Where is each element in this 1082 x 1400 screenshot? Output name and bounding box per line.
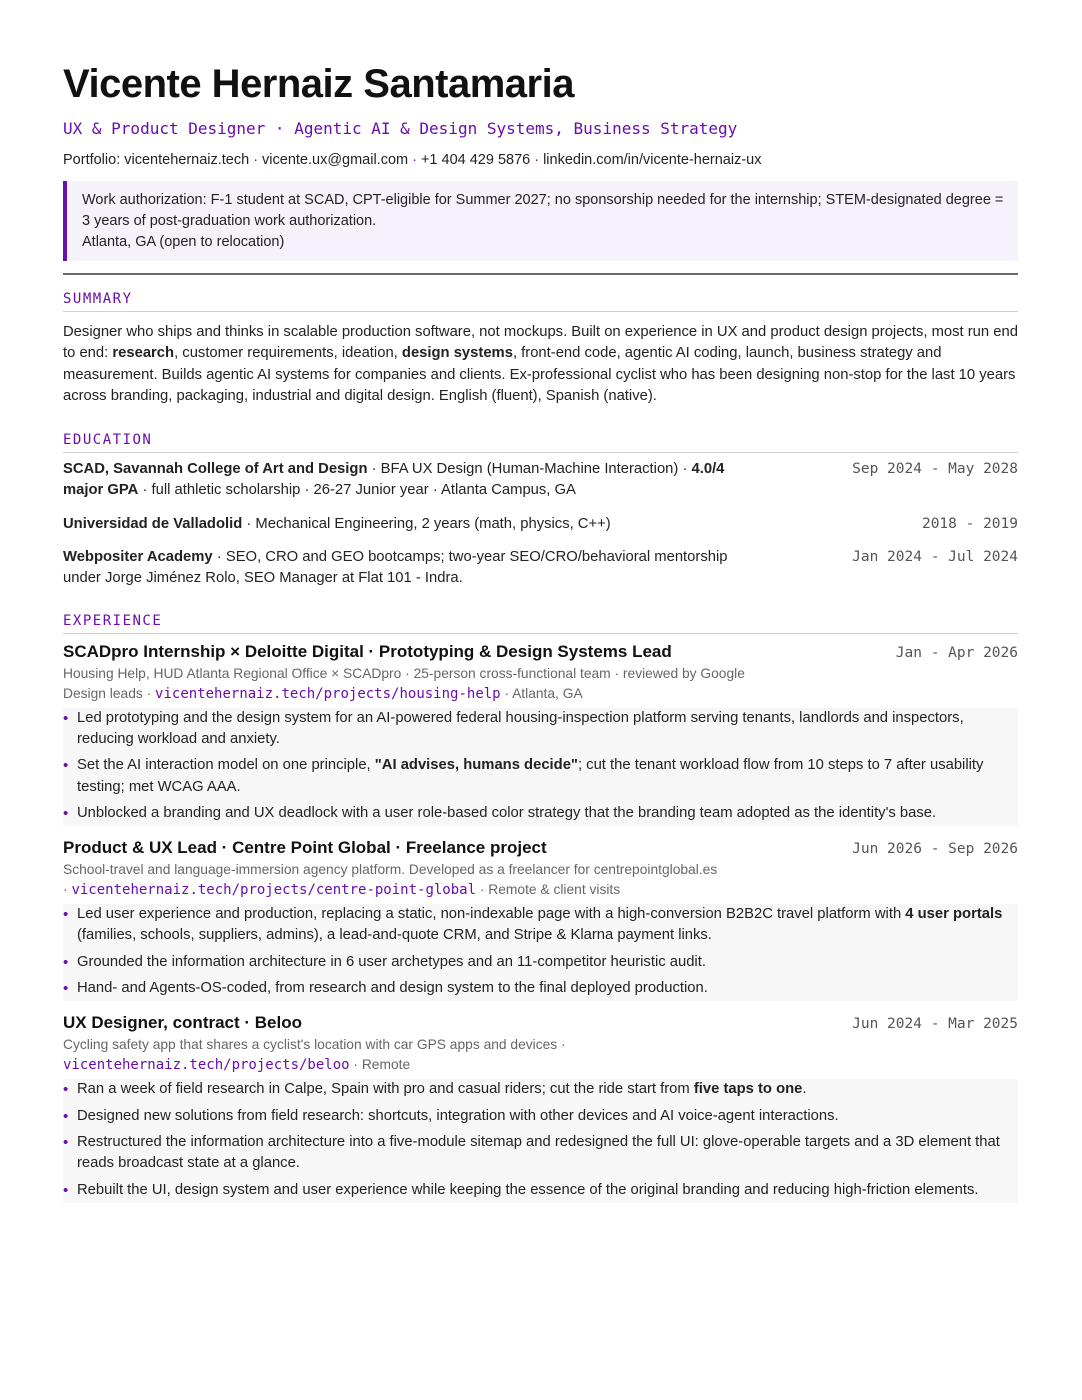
project-link[interactable]: vicentehernaiz.tech/projects/centre-point-global [71, 882, 477, 899]
job-context: Housing Help, HUD Atlanta Regional Office × SCADpro · 25-person cross-functional team · reviewed by Google Design leads · [63, 665, 745, 701]
bullet-emphasis: five taps to one [693, 1081, 803, 1098]
job-title: SCADpro Internship × Deloitte Digital · Prototyping & Design Systems Lead [63, 641, 672, 661]
job-location: · Remote & client visits [476, 882, 621, 898]
bullet-text: . [802, 1081, 807, 1098]
degree-detail: · full athletic scholarship · 26-27 Junior year · Atlanta Campus, GA [138, 482, 576, 499]
bullet-text: (families, schools, suppliers, admins), a lead-and-quote CRM, and Stripe & Klarna payment links. [77, 927, 712, 944]
bullet-item [63, 803, 1018, 824]
candidate-name: Vicente Hernaiz Santamaria [63, 62, 574, 106]
bullet-item [63, 708, 1018, 751]
bullet-item [63, 952, 1018, 973]
email-link[interactable]: vicente.ux@gmail.com [262, 152, 409, 168]
bullet-text: Designed new solutions from field research: shortcuts, integration with other devices and AI voice-agent interactions. [77, 1107, 839, 1124]
bullet-text: ; cut the tenant workload flow from 10 steps to 7 after usability testing; met WCAG AAA. [77, 757, 984, 795]
bullet-item [63, 1132, 1018, 1175]
phone-number[interactable]: +1 404 429 5876 [420, 152, 531, 168]
bullet-item [63, 1180, 1018, 1201]
education-dates: Jan 2024 - Jul 2024 [852, 549, 1018, 566]
job-entry [63, 836, 1018, 1001]
location-text: Atlanta, GA (open to relocation) [82, 234, 285, 250]
job-header [63, 836, 1018, 860]
job-meta [63, 1035, 663, 1075]
bullet-emphasis: 4 user portals [905, 906, 1003, 923]
summary-part: Designer who ships and thinks in scalable production software, not mockups. Built on experience in UX and product design projects, most run end to end: [63, 324, 1018, 362]
linkedin-link[interactable]: linkedin.com/in/vicente-hernaiz-ux [543, 152, 762, 168]
bullet-item [63, 1079, 1018, 1100]
separator: · [253, 152, 259, 168]
job-location: · Remote [349, 1057, 411, 1073]
summary-heading: SUMMARY [63, 288, 1018, 312]
job-meta [63, 664, 763, 704]
job-title: UX Designer, contract · Beloo [63, 1013, 302, 1033]
bullet-item [63, 1106, 1018, 1127]
separator: · [534, 152, 540, 168]
project-link[interactable]: vicentehernaiz.tech/projects/beloo [63, 1057, 350, 1074]
education-detail [63, 514, 743, 535]
bullet-text: Restructured the information architecture into a five-module sitemap and redesigned the full UI: glove-operable targets and a 3D element that reads broadcast state at a glance. [77, 1133, 1000, 1172]
bullet-text: Ran a week of field research in Calpe, Spain with pro and casual riders; cut the ride start from [77, 1081, 694, 1098]
job-header [63, 1011, 1018, 1035]
job-meta [63, 860, 723, 900]
separator: · [412, 152, 417, 168]
bullet-text: Hand- and Agents-OS-coded, from research and design system to the final deployed production. [77, 980, 708, 997]
authorization-text: Work authorization: F-1 student at SCAD, CPT-eligible for Summer 2027; no sponsorship needed for the internship; STEM-designated degree = 3 years of post-graduation work authorization. [82, 192, 1004, 229]
education-dates: 2018 - 2019 [921, 515, 1018, 532]
bullet-item [63, 904, 1018, 947]
bullet-text: Led prototyping and the design system for an AI-powered federal housing-inspection platform serving tenants, landlords and inspectors, reducing workload and anxiety. [77, 709, 964, 747]
project-link[interactable]: vicentehernaiz.tech/projects/housing-help [155, 685, 501, 702]
summary-text [63, 322, 1018, 407]
school-name: SCAD, Savannah College of Art and Design [63, 461, 368, 478]
job-dates: Jun 2026 - Sep 2026 [852, 841, 1018, 858]
education-heading: EDUCATION [63, 429, 1018, 453]
summary-emphasis: research [112, 345, 175, 362]
job-location: · Atlanta, GA [500, 685, 583, 701]
bullet-item [63, 755, 1018, 798]
bullet-item [63, 978, 1018, 999]
job-dates: Jun 2024 - Mar 2025 [852, 1016, 1018, 1033]
degree-detail: · BFA UX Design (Human-Machine Interaction) · [367, 461, 692, 478]
bullet-text: Unblocked a branding and UX deadlock with a user role-based color strategy that the branding team adopted as the identity's base. [77, 804, 937, 821]
bullet-text: Grounded the information architecture in 6 user archetypes and an 11-competitor heuristic audit. [77, 953, 706, 970]
bullet-text: Rebuilt the UI, design system and user experience while keeping the essence of the original branding and reducing high-friction elements. [77, 1181, 979, 1198]
education-item [63, 547, 1018, 590]
contact-line [63, 150, 1018, 170]
bullet-text: Led user experience and production, replacing a static, non-indexable page with a high-conversion B2B2C travel platform with [77, 906, 906, 923]
job-header [63, 640, 1018, 664]
education-item [63, 459, 1018, 502]
job-entry [63, 640, 1018, 826]
job-dates: Jan - Apr 2026 [895, 644, 1018, 661]
header-divider [63, 273, 1018, 275]
experience-heading: EXPERIENCE [63, 610, 1018, 634]
summary-emphasis: design systems [401, 345, 513, 362]
job-context: School-travel and language-immersion agency platform. Developed as a freelancer for centrepointglobal.es · [63, 862, 718, 898]
job-title: Product & UX Lead · Centre Point Global · Freelance project [63, 838, 547, 858]
work-authorization-callout [63, 181, 1018, 261]
education-item [63, 514, 1018, 535]
summary-part: , front-end code, agentic AI coding, launch, business strategy and measurement. Builds agentic AI systems for companies and clients. Ex-professional cyclist who has been designing non-stop for the last 10 years across branding, packaging, industrial and digital design. English (fluent), Spanish (native). [63, 345, 1016, 404]
degree-detail: · Mechanical Engineering, 2 years (math, physics, C++) [242, 515, 611, 532]
job-bullets [63, 904, 1018, 1001]
bullet-text: Set the AI interaction model on one principle, [77, 757, 375, 774]
school-name: Universidad de Valladolid [63, 515, 243, 532]
job-bullets [63, 708, 1018, 826]
education-detail [63, 459, 743, 502]
portfolio-link[interactable]: Portfolio: vicentehernaiz.tech [63, 152, 250, 168]
resume-page [63, 58, 1018, 1203]
job-context: Cycling safety app that shares a cyclist's location with car GPS apps and devices · [63, 1037, 566, 1053]
job-entry [63, 1011, 1018, 1202]
tagline: UX & Product Designer · Agentic AI & Design Systems, Business Strategy [63, 119, 738, 138]
bullet-emphasis: "AI advises, humans decide" [374, 757, 578, 774]
gpa: 4.0/4 major GPA [63, 461, 725, 499]
job-bullets [63, 1079, 1018, 1202]
education-dates: Sep 2024 - May 2028 [852, 461, 1018, 478]
school-name: Webpositer Academy [63, 549, 213, 566]
summary-part: , customer requirements, ideation, [174, 345, 402, 362]
degree-detail: · SEO, CRO and GEO bootcamps; two-year SEO/CRO/behavioral mentorship under Jorge Jiménez Rolo, SEO Manager at Flat 101 - Indra. [63, 549, 728, 587]
education-detail [63, 547, 743, 590]
